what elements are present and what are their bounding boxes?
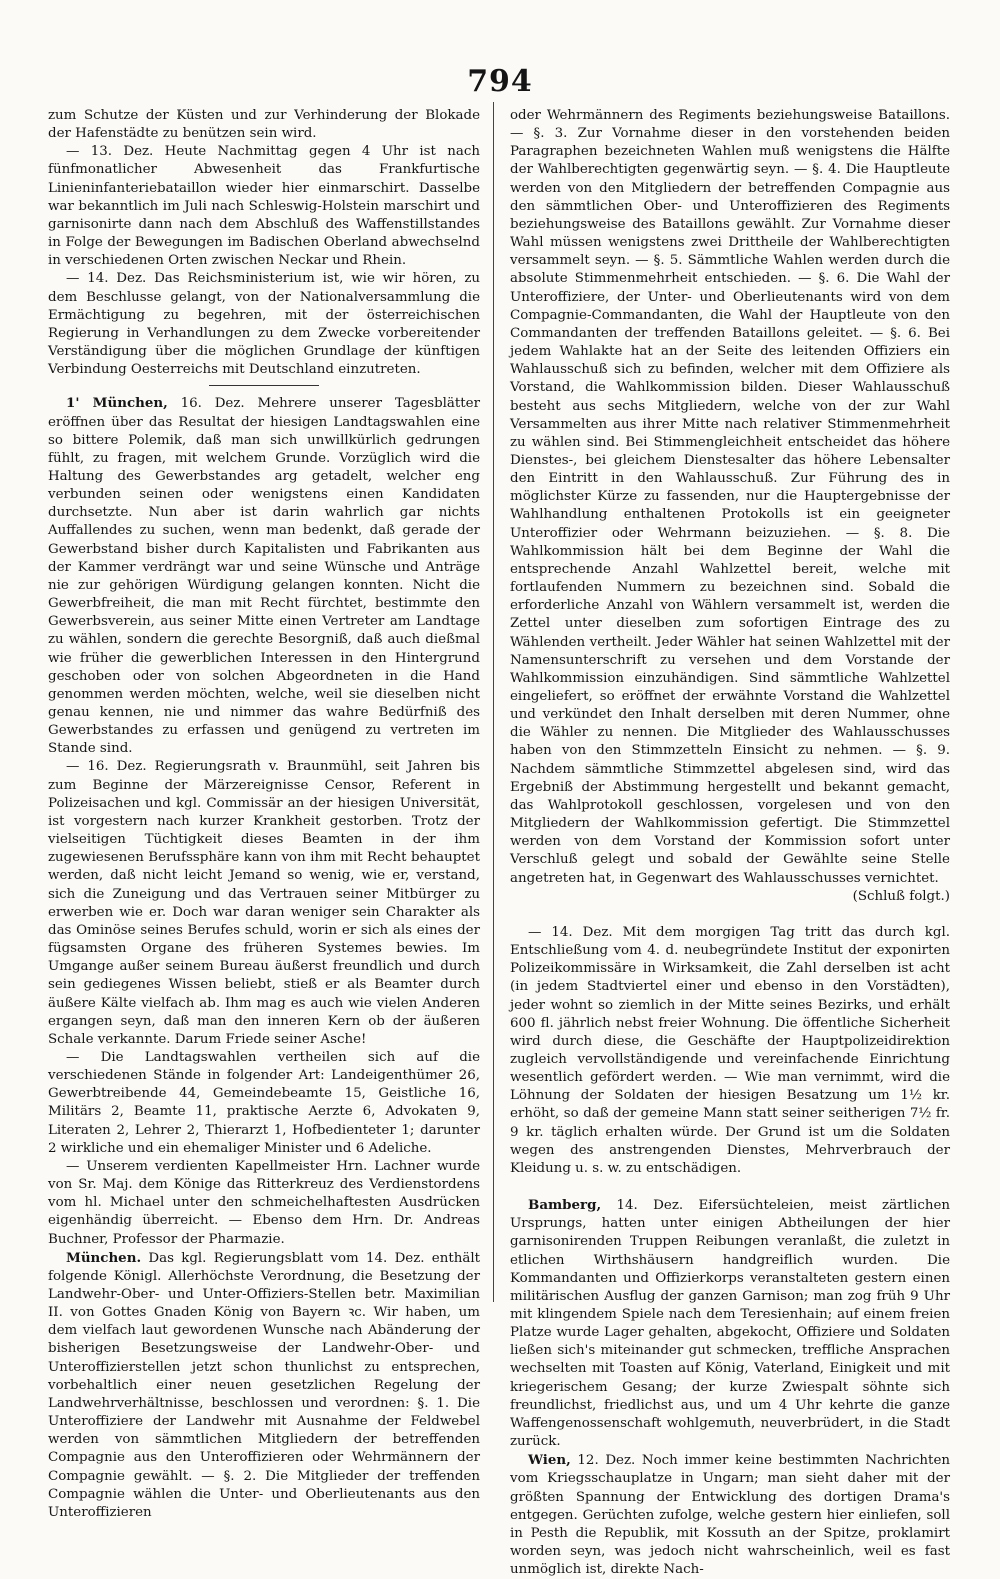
dateline: 1' München, <box>66 395 168 412</box>
paragraph-text: — 14. Dez. Das Reichsministerium ist, wie wir hören, zu dem Beschlusse gelangt, von der Nationalversammlung die Ermächtigung zu begehren, mit der österreichischen Regierung in Verhandlungen zu dem Zwecke vorbereitender Verständigung über die möglichen Grundlage der künftigen Verbindung Oesterreichs mit Deutschland einzutreten. <box>48 271 480 378</box>
right-column <box>510 107 950 1579</box>
article-paragraph <box>48 1158 480 1249</box>
paragraph-text: zum Schutze der Küsten und zur Verhinderung der Blokade der Hafenstädte zu benützen sein wird. <box>48 108 480 142</box>
article-paragraph <box>48 107 480 143</box>
paragraph-text: — 13. Dez. Heute Nachmittag gegen 4 Uhr ist nach fünfmonatlicher Abwesenheit das Frankfurtische Linieninfanteriebataillon wieder hier einmarschirt. Dasselbe war bekanntlich im Juli nach Schleswig-Holstein marschirt und garnisonirte dann nach dem Abschluß des Waffenstillstandes in Folge der Bewegungen im Badischen Oberland abwechselnd in verschiedenen Orten zwischen Neckar und Rhein. <box>48 144 480 269</box>
paragraph-text: 12. Dez. Noch immer keine bestimmten Nachrichten vom Kriegsschauplatze in Ungarn; man sieht daher mit der größten Spannung der Entwicklung des dortigen Drama's entgegen. Gerüchten zufolge, welche gestern hier einliefen, soll in Pesth die Republik, mit Kossuth an der Spitze, proklamirt worden seyn, was jedoch nicht wahrscheinlich, weil es fast unmöglich ist, direkte Nach- <box>510 1453 950 1578</box>
continued-note: (Schluß folgt.) <box>852 888 950 904</box>
article-paragraph <box>48 143 480 270</box>
page-number: 794 <box>467 64 533 99</box>
paragraph-text: — 16. Dez. Regierungsrath v. Braunmühl, seit Jahren bis zum Beginne der Märzereignisse Censor, Referent in Polizeisachen und kgl. Commissär an der hiesigen Universität, ist vorgestern nach kurzer Krankheit gestorben. Trotz der vielseitigen Tüchtigkeit dieses Beamten in der ihm zugewiesenen Berufssphäre kann von ihm mit Recht behauptet werden, daß nicht leicht Jemand so wenig, wie er, verstand, sich die Zuneigung und das Vertrauen seiner Mitbürger zu erwerben wie er. Doch war daran weniger sein Charakter als das Ominöse seines Berufes schuld, worin er sich als eines der fügsamsten Organe des früheren Systemes bewies. Im Umgange außer seinem Bureau äußerst freundlich und durch sein gediegenes Wissen beliebt, stieß er als Beamter durch äußere Kälte vielfach ab. Ihm mag es auch wie vielen Anderen ergangen seyn, daß man den inneren Kern ob der äußeren Schale verkannte. Darum Friede seiner Asche! <box>48 759 480 1047</box>
column-divider <box>493 102 494 1302</box>
article-paragraph <box>48 1049 480 1158</box>
paragraph-text: 14. Dez. Eifersüchteleien, meist zärtlichen Ursprungs, hatten unter einigen Abtheilungen der hier garnisonirenden Truppen Reibungen veranlaßt, die zuletzt in etlichen Wirthshäusern handgreiflich wurden. Die Kommandanten und Offizierkorps veranstalteten gestern einen militärischen Ausflug der ganzen Garnison; man zog früh 9 Uhr mit klingendem Spiele nach dem Teresienhain; auf einem freien Platze wurde Lager gehalten, abgekocht, Offiziere und Soldaten ließen sich's miteinander gut schmecken, treffliche Ansprachen wechselten mit Toasten auf König, Vaterland, Einigkeit und mit kriegerischem Gesang; der kurze Zwiespalt söhnte sich freundlichst, friedlichst aus, und um 4 Uhr kehrte die ganze Waffengenossenschaft wohlgemuth, neuverbrüdert, in die Stadt zurück. <box>510 1198 950 1450</box>
paragraph-text: — Die Landtagswahlen vertheilen sich auf die verschiedenen Stände in folgender Art: Landeigenthümer 26, Gewerbtreibende 44, Gemeindebeamte 15, Geistliche 16, Militärs 2, Beamte 11, praktische Aerzte 6, Advokaten 9, Literaten 2, Lehrer 2, Thierarzt 1, Hofbedienteter 1; darunter 2 wirkliche und ein ehemaliger Minister und 6 Adeliche. <box>48 1049 480 1156</box>
article-paragraph <box>48 758 480 1049</box>
article-paragraph <box>48 394 480 758</box>
paragraph-text: Das kgl. Regierungsblatt vom 14. Dez. enthält folgende Königl. Allerhöchste Verordnung, die Besetzung der Landwehr-Ober- und Unter-Offiziers-Stellen betr. Maximilian II. von Gottes Gnaden König von Bayern ꝛc. Wir haben, um dem vielfach laut gewordenen Wunsche nach Abänderung der bisherigen Besetzungsweise der Landwehr-Ober- und Unteroffizierstellen jetzt schon thunlichst zu entsprechen, vorbehaltlich einer neuen gesetzlichen Regelung der Landwehrverhältnisse, beschlossen und verordnen: §. 1. Die Unteroffiziere der Landwehr mit Ausnahme der Feldwebel werden von sämmtlichen Mitgliedern der betreffenden Compagnie aus den Unteroffizieren oder Wehrmännern der Compagnie gewählt. — §. 2. Die Mitglieder der treffenden Compagnie wählen die Unter- und Oberlieutenants aus den Unteroffizieren <box>48 1250 480 1520</box>
paragraph-text: — 14. Dez. Mit dem morgigen Tag tritt das durch kgl. Entschließung vom 4. d. neubegründete Institut der exponirten Polizeikommissäre in Wirksamkeit, die Zahl derselben ist acht (in jedem Stadtviertel einer und ebenso in den Vorstädten), jeder wohnt so ziemlich in der Mitte seines Bezirks, und erhält 600 fl. jährlich nebst freier Wohnung. Die öffentliche Sicherheit wird durch diese, die Geschäfte der Hauptpolizeidirektion zugleich vervollständigende und vereinfachende Einrichtung wesentlich gefördert werden. — Wie man vernimmt, wird die Löhnung der Soldaten der hiesigen Besatzung um 1½ kr. erhöht, so daß der gemeine Mann statt seiner seitherigen 7½ fr. 9 kr. täglich erhalten würde. Der Grund ist um die Soldaten wegen des anstrengenden Dienstes, Mehrverbrauch der Kleidung u. s. w. zu entschädigen. <box>510 924 950 1176</box>
dateline: München. <box>66 1249 142 1266</box>
paragraph-text: — Unserem verdienten Kapellmeister Hrn. Lachner wurde von Sr. Maj. dem Könige das Ritterkreuz des Verdienstordens vom hl. Michael unter den schmeichelhaftesten Ausdrücken eigenhändig überreicht. — Ebenso dem Hrn. Dr. Andreas Buchner, Professor der Pharmazie. <box>48 1158 480 1247</box>
article-paragraph <box>510 1196 950 1451</box>
section-separator <box>209 385 319 386</box>
article-paragraph <box>510 107 950 888</box>
paragraph-text: 16. Dez. Mehrere unserer Tagesblätter eröffnen über das Resultat der hiesigen Landtagswahlen eine so bittere Polemik, daß man sich unwillkürlich gedrungen fühlt, zu fragen, mit welchem Grunde. Vorzüglich wird die Haltung des Gewerbstandes arg getadelt, welcher eng verbunden seinen oder wenigstens einen Kandidaten durchsetzte. Nun aber ist darin wahrlich gar nichts Auffallendes zu suchen, wenn man bedenkt, daß gerade der Gewerbstand bisher durch Kapitalisten und Fabrikanten aus der Kammer verdrängt war und seine Wünsche und Anträge nie zur gehörigen Würdigung gelangen konnten. Nicht die Gewerbfreiheit, die man mit Recht fürchtet, bestimmte den Gewerbsverein, aus seiner Mitte einen Vertreter am Landtage zu wählen, sondern die gerechte Besorgniß, daß auch dießmal wie früher die gewerblichen Interessen in den Hintergrund geschoben oder von solchen Abgeordneten in die Hand genommen werden möchten, welche, weil sie dieselben nicht genau kennen, nie und nimmer das wahre Bedürfniß des Gewerbstandes zu erfassen und genügend zu vertreten im Stande sind. <box>48 396 480 757</box>
article-paragraph <box>48 1249 480 1522</box>
article-paragraph <box>510 924 950 1178</box>
dateline: Wien, <box>528 1452 571 1469</box>
article-paragraph <box>510 1451 950 1579</box>
dateline: Bamberg, <box>528 1197 602 1214</box>
paragraph-text: oder Wehrmännern des Regiments beziehungsweise Bataillons. — §. 3. Zur Vornahme dieser in den vorstehenden beiden Paragraphen bezeichneten Wahlen muß wenigstens die Hälfte der Wahlberechtigten gegenwärtig seyn. — §. 4. Die Hauptleute werden von den Mitgliedern der betreffenden Compagnie aus den sämmtlichen Ober- und Unteroffizieren des Regiments beziehungsweise des Bataillons gewählt. Zur Vornahme dieser Wahl müssen wenigstens zwei Drittheile der Wahlberechtigten versammelt seyn. — §. 5. Sämmtliche Wahlen werden durch die absolute Stimmenmehrheit entschieden. — §. 6. Die Wahl der Unteroffiziere, der Unter- und Oberlieutenants wird von dem Compagnie-Commandanten, die Wahl der Hauptleute von den Commandanten der treffenden Bataillons geleitet. — §. 6. Bei jedem Wahlakte hat an der Seite des leitenden Offiziers ein Wahlausschuß sich zu befinden, welcher mit dem Offiziere als Vorstand, die Wahlkommission bilden. Dieser Wahlausschuß besteht aus sechs Mitgliedern, welche von der zur Wahl Versammelten aus ihrer Mitte nach relativer Stimmenmehrheit zu wählen sind. Bei Stimmengleichheit entscheidet das höhere Dienstes-, bei gleichem Dienstesalter das höhere Lebensalter den Eintritt in den Wahlausschuß. Zur Führung des in möglichster Kürze zu fassenden, nur die Hauptergebnisse der Wahlhandlung enthaltenen Protokolls ist ein geeigneter Unteroffizier oder Wehrmann beizuziehen. — §. 8. Die Wahlkommission hält bei dem Beginne der Wahl die entsprechende Anzahl Wahlzettel bereit, welche mit fortlaufenden Nummern zu bezeichnen sind. Sobald die erforderliche Anzahl von Wählern versammelt ist, werden die Zettel unter dieselben zum sofortigen Eintrage des zu Wählenden vertheilt. Jeder Wähler hat seinen Wahlzettel mit der Namensunterschrift zu versehen und dem Vorstande der Wahlkommission einzuhändigen. Sind sämmtliche Wahlzettel eingeliefert, so eröffnet der erwähnte Vorstand die Wahlzettel und verkündet den Inhalt derselben mit deren Nummer, ohne die Wähler zu nennen. Die Mitglieder des Wahlausschusses haben von den Stimmzetteln Einsicht zu nehmen. — §. 9. Nachdem sämmtliche Stimmzettel abgelesen sind, wird das Ergebniß der Abstimmung hergestellt und bekannt gemacht, das Wahlprotokoll geschlossen, vorgelesen und von den Mitgliedern der Wahlkommission gefertigt. Die Stimmzettel werden von dem Vorstand der Kommission sofort unter Verschluß gelegt und sobald der Gewählte seine Stelle angetreten hat, in Gegenwart des Wahlausschusses vernichtet. <box>510 108 950 886</box>
article-paragraph <box>48 270 480 379</box>
